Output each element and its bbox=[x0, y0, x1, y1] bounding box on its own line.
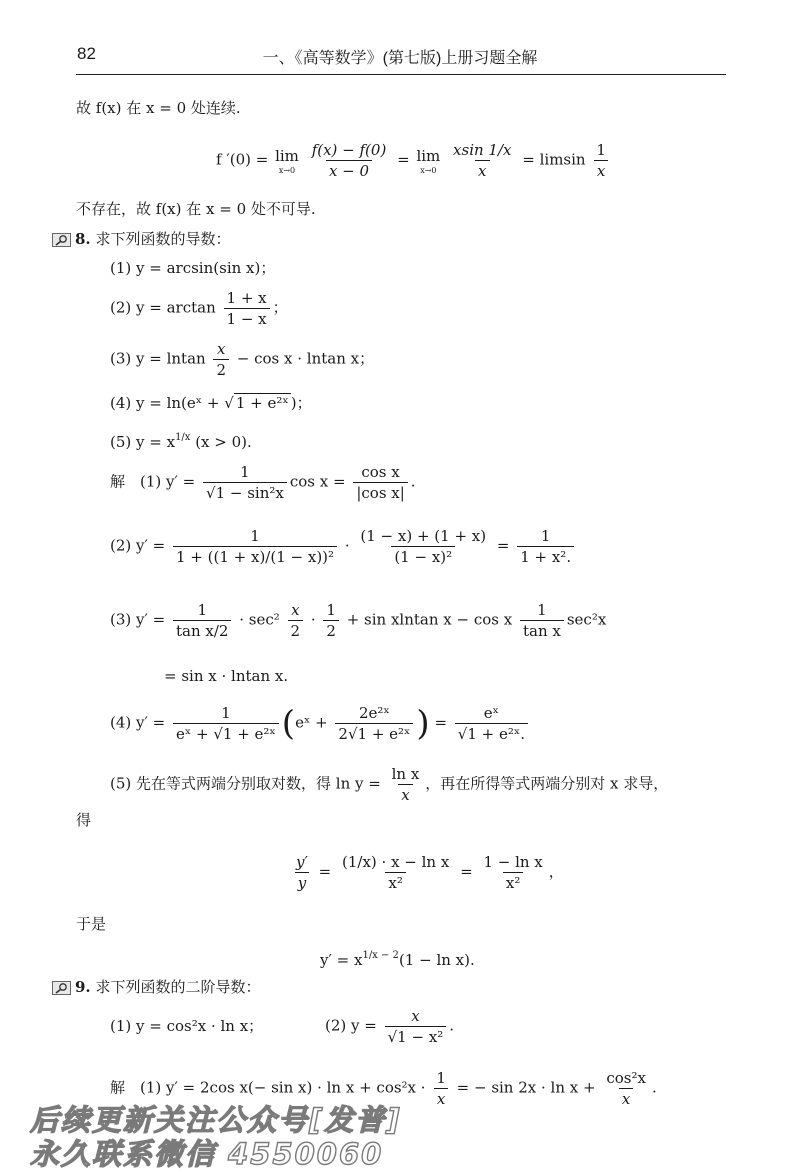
formula-result: $y' = x^{1/x - 2}(1 - \ln x)$. bbox=[320, 950, 475, 969]
problem-8-5: (5) $y = x^{1/x}$ (x > 0). bbox=[110, 432, 252, 451]
problem-8-4: (4) y = ln(eˣ + √ 1 + e²ˣ )； bbox=[110, 394, 312, 412]
problem-9-2: (2) y = $\frac{x}{\text{√1 − x²}}$ . bbox=[325, 1007, 455, 1046]
solution-9-1: 解 (1) y′ = 2cos x(− sin x) · ln x + cos²x · $\frac{1}{x}$ = − sin 2x · ln x + $\frac{\text{cos²x}}{x}$ . bbox=[110, 1069, 657, 1108]
limit: lim x→0 bbox=[275, 147, 299, 175]
fraction: $\frac{f(x) - f(0)}{x - 0}$ bbox=[311, 141, 387, 180]
formula-fprime0: f ′(0) = lim x→0 $\frac{f(x) - f(0)}{x - 0}$ = lim x→0 $\frac{xsin 1/x}{x}$ = limsin $\frac{1}{x}$ bbox=[216, 140, 612, 181]
solution-8-1: 解 (1) y′ = $\frac{1}{\text{√1 − sin²x}}$ cos x = $\frac{\text{cos x}}{\text{|cos x|}}$ . bbox=[110, 463, 416, 502]
search-icon bbox=[52, 233, 71, 247]
solution-8-4: (4) y′ = $\frac{1}{\text{eˣ + √1 + e²ˣ}}$ (eˣ + $\frac{\text{2e²ˣ}}{\text{2√1 + e²ˣ}}$ ) = $\frac{\text{eˣ}}{\text{√1 + e²ˣ.}}$ bbox=[110, 703, 531, 744]
problem-8: 8. 求下列函数的导数： bbox=[52, 229, 230, 249]
solution-8-5: (5) 先在等式两端分别取对数，得 ln y = $\frac{\text{ln x}}{x}$ ，再在所得等式两端分别对 x 求导， bbox=[110, 765, 669, 804]
fraction: $\frac{1}{x}$ bbox=[593, 140, 609, 181]
solution-8-2: (2) y′ = $\frac{1}{\text{1 + ((1 + x)/(1 − x))²}}$ · $\frac{(1 - x) + (1 + x)}{\text{(1 − x)²}}$ = $\frac{1}{\text{1 + x².}}$ bbox=[110, 526, 577, 567]
running-head: 一、《高等数学》(第七版)上册习题全解 bbox=[262, 50, 538, 67]
search-icon bbox=[52, 981, 71, 995]
problem-8-3: (3) y = lntan $\frac{x}{2}$ − cos x · lntan x； bbox=[110, 340, 375, 379]
text-line: 故 f(x) 在 x = 0 处连续. bbox=[76, 99, 241, 117]
problem-8-1: (1) y = arcsin(sin x)； bbox=[110, 259, 276, 277]
text-line: 不存在，故 f(x) 在 x = 0 处不可导. bbox=[76, 200, 316, 218]
formula-log-derivative: $\frac{y'}{y}$ = $\frac{\text{(1/x) · x − ln x}}{\text{x²}}$ = $\frac{\text{1 − ln x}}{\text{x²}}$ ， bbox=[296, 853, 564, 892]
fraction: $\frac{xsin 1/x}{x}$ bbox=[453, 141, 512, 180]
solution-8-3-result: = sin x · lntan x. bbox=[164, 667, 289, 685]
header-rule bbox=[76, 74, 726, 75]
text-line: 于是 bbox=[76, 915, 107, 933]
problem-9: 9. 求下列函数的二阶导数： bbox=[52, 977, 260, 997]
watermark-line-1: 后续更新关注公众号[发普] bbox=[30, 1103, 402, 1137]
watermark-line-2: 永久联系微信 4550060 bbox=[30, 1137, 384, 1171]
problem-8-2: (2) y = arctan $\frac{1 + x}{1 - x}$ ； bbox=[110, 289, 288, 328]
solution-8-3: (3) y′ = $\frac{1}{\text{tan x/2}}$ · sec² $\frac{x}{2}$ · $\frac{1}{2}$ + sin xlntan x − cos x $\frac{1}{\text{tan x}}$ sec²x bbox=[110, 601, 607, 640]
page-number: 82 bbox=[77, 44, 96, 63]
problem-9-1: (1) y = cos²x · ln x； bbox=[110, 1017, 264, 1035]
limit: lim x→0 bbox=[416, 147, 441, 175]
text-line: 得 bbox=[76, 811, 92, 829]
